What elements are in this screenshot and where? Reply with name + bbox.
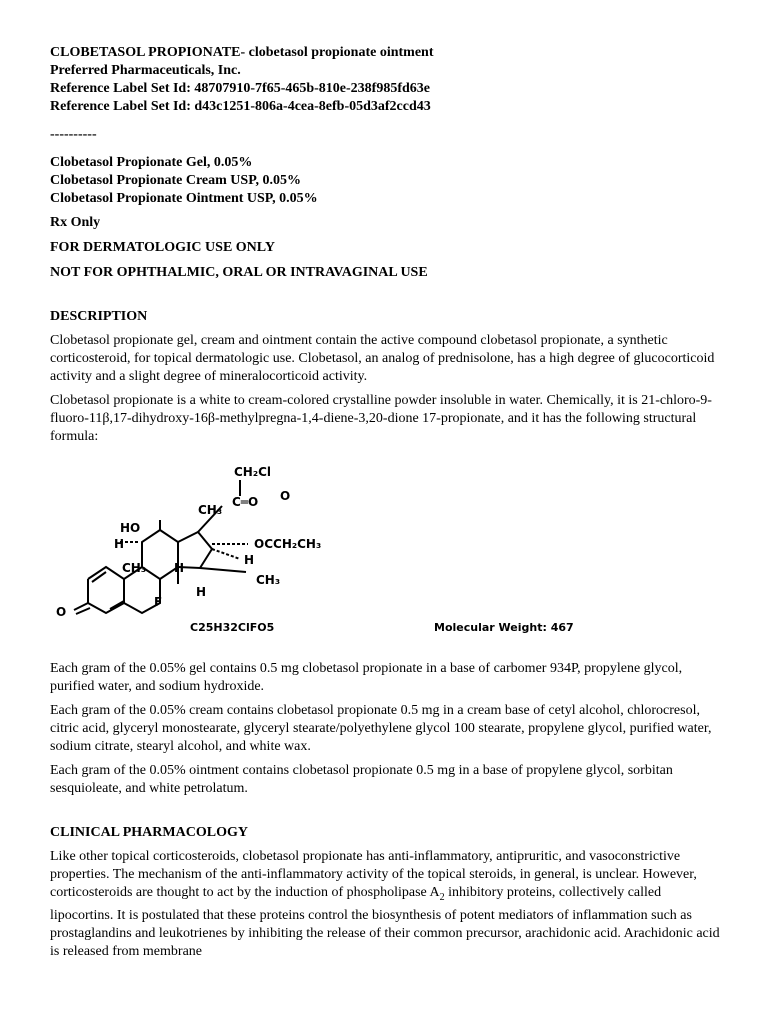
label-ch3-right: CH₃: [256, 573, 281, 587]
rx-only: Rx Only: [50, 215, 101, 230]
strength-gel: Clobetasol Propionate Gel, 0.05%: [50, 155, 253, 170]
not-for-use-notice: NOT FOR OPHTHALMIC, ORAL OR INTRAVAGINAL USE: [50, 265, 428, 280]
label-h-right: H: [244, 553, 255, 567]
reference-label-id-1: Reference Label Set Id: 48707910-7f65-465b-810e-238f985fd63e: [50, 81, 431, 96]
structural-formula-drawing: [50, 458, 450, 618]
label-ho: HO: [120, 521, 141, 535]
product-title: CLOBETASOL PROPIONATE- clobetasol propionate ointment: [50, 45, 434, 60]
clinical-pharmacology-heading: CLINICAL PHARMACOLOGY: [50, 825, 248, 840]
label-h-left: H: [114, 537, 125, 551]
description-heading: DESCRIPTION: [50, 309, 148, 324]
label-h-mid: H: [174, 561, 185, 575]
strength-cream: Clobetasol Propionate Cream USP, 0.05%: [50, 173, 301, 188]
reference-label-id-2: Reference Label Set Id: d43c1251-806a-4cea-8efb-05d3af2ccd43: [50, 99, 431, 114]
dermatologic-use-notice: FOR DERMATOLOGIC USE ONLY: [50, 240, 275, 255]
label-o-ketone: O: [56, 605, 67, 618]
molecular-formula: C25H32ClFO5: [190, 621, 275, 634]
description-paragraph-2: Clobetasol propionate is a white to cream-colored crystalline powder insoluble in water. Chemically, it is 21-chloro-9-fluoro-11β,17-dihydroxy-16β-methylpregna-1,4-diene-3,20-dione 17-propionate, and it has the following structural formula:: [50, 393, 712, 444]
label-ch3-mid: CH₃: [122, 561, 147, 575]
clinical-pharmacology-paragraph: [50, 848, 720, 961]
clinical-text-part-1: Like other topical corticosteroids, clobetasol propionate has anti-inflammatory, antipruritic, and vasoconstrictive properties. The mechanism of the anti-inflammatory activity of the topical steroids, in general, is unclear. However, corticosteroids are thought to act by the induction of phospholipase A: [50, 849, 697, 900]
label-occh2ch3: OCCH₂CH₃: [254, 537, 322, 551]
gel-composition: Each gram of the 0.05% gel contains 0.5 mg clobetasol propionate in a base of carbomer 934P, propylene glycol, purified water, and sodium hydroxide.: [50, 661, 683, 694]
label-o-top: O: [280, 489, 291, 503]
label-ch3-top: CH₃: [198, 503, 223, 517]
label-h-bottom: H: [196, 585, 207, 599]
description-paragraph-1: Clobetasol propionate gel, cream and ointment contain the active compound clobetasol propionate, a synthetic corticosteroid, for topical dermatologic use. Clobetasol, an analog of prednisolone, has a high degree of glucocorticoid activity and a slight degree of mineralocorticoid activity.: [50, 333, 715, 384]
subscript-2: 2: [439, 891, 445, 903]
label-f: F: [154, 595, 163, 609]
label-document: [50, 44, 720, 967]
label-ch2cl: CH₂Cl: [234, 465, 272, 479]
separator: ----------: [50, 127, 97, 142]
label-co: C═O: [232, 495, 259, 509]
molecular-weight: Molecular Weight: 467: [434, 621, 574, 634]
strength-ointment: Clobetasol Propionate Ointment USP, 0.05%: [50, 191, 318, 206]
cream-composition: Each gram of the 0.05% cream contains clobetasol propionate 0.5 mg in a cream base of cetyl alcohol, chlorocresol, citric acid, glyceryl monostearate, glyceryl stearate/polyethylene glycol 100 stearate, propylene glycol, purified water, sodium citrate, stearyl alcohol, and white wax.: [50, 703, 712, 754]
company-name: Preferred Pharmaceuticals, Inc.: [50, 63, 241, 78]
ointment-composition: Each gram of the 0.05% ointment contains clobetasol propionate 0.5 mg in a base of propylene glycol, sorbitan sesquioleate, and white petrolatum.: [50, 763, 673, 796]
structural-formula: [50, 458, 720, 646]
clinical-text-part-2: inhibitory proteins, collectively called lipocortins. It is postulated that these proteins control the biosynthesis of potent mediators of inflammation such as prostaglandins and leukotrienes by inhibiting the release of their common precursor, arachidonic acid. Arachidonic acid is released from membrane: [50, 885, 720, 959]
